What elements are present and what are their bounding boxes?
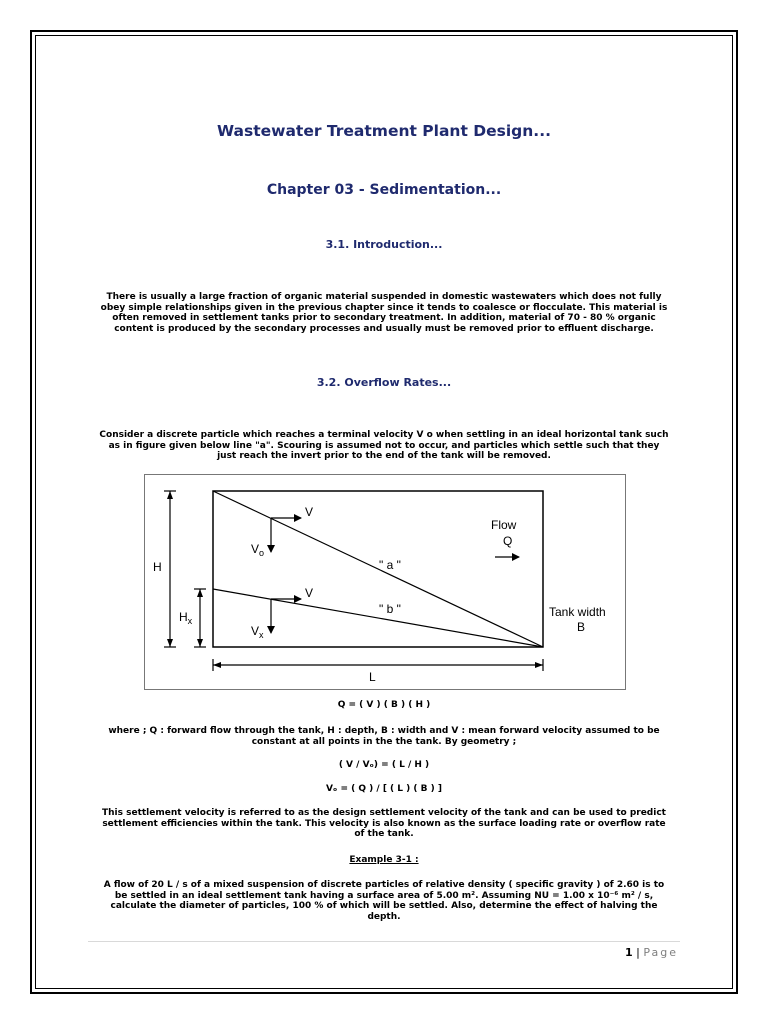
equation-flow: Q = ( V ) ( B ) ( H ) <box>337 700 431 710</box>
example-heading <box>88 855 680 865</box>
label-flow: Flow <box>491 518 517 532</box>
label-tank-width: Tank width <box>549 605 606 619</box>
sedimentation-tank-diagram <box>144 474 626 690</box>
settlement-paragraph <box>88 808 680 840</box>
settlement-line: settlement efficiencies within the tank. This velocity is also known as the surface loading rate or overflow rate <box>102 818 666 829</box>
example-line: be settled in an ideal settlement tank having a surface area of 5.00 m². Assuming NU = 1.00 x 10⁻⁶ m² / s, <box>114 890 654 901</box>
equation-ratio: ( V / Vₒ) = ( L / H ) <box>338 760 430 770</box>
length-arrow-right-icon <box>535 662 543 668</box>
label-B: B <box>577 620 586 634</box>
intro-line: content is produced by the secondary processes and usually must be removed prior to effluent discharge. <box>114 323 654 334</box>
label-H: H <box>153 560 162 574</box>
hx-arrow-up-icon <box>197 589 203 597</box>
label-Vx: $V_x$ <box>251 624 264 640</box>
where-paragraph <box>88 726 680 747</box>
page-number: 1 <box>625 946 633 959</box>
length-arrow-left-icon <box>213 662 221 668</box>
footer-divider <box>88 941 680 942</box>
intro-heading: 3.1. Introduction... <box>325 238 443 251</box>
example-line: depth. <box>367 911 401 922</box>
hx-arrow-down-icon <box>197 639 203 647</box>
example-heading-text: Example 3-1 : <box>349 855 419 865</box>
equation-settling-velocity: Vₒ = ( Q ) / [ ( L ) ( B ) ] <box>325 784 443 794</box>
settlement-line: This settlement velocity is referred to as the design settlement velocity of the tank and can be used to predict <box>102 808 666 818</box>
overflow-line: Consider a discrete particle which reaches a terminal velocity V o when settling in an ideal horizontal tank such <box>99 430 669 440</box>
intro-line: There is usually a large fraction of organic material suspended in domestic wastewaters which does not fully <box>106 292 662 302</box>
page-label: Page <box>643 946 678 959</box>
overflow-paragraph <box>88 430 680 462</box>
where-line: where ; Q : forward flow through the tank, H : depth, B : width and V : mean forward velocity assumed to be <box>108 726 660 736</box>
intro-line: often removed in settlement tanks prior to secondary treatment. In addition, material of 70 - 80 % organic <box>112 313 656 323</box>
overflow-heading: 3.2. Overflow Rates... <box>316 376 452 389</box>
settlement-line: of the tank. <box>354 829 414 839</box>
example-line: A flow of 20 L / s of a mixed suspension of discrete particles of relative density ( specific gravity ) of 2.60 is to <box>103 880 665 890</box>
tank-diagram-svg <box>145 475 627 691</box>
footer-separator: | <box>632 946 644 959</box>
label-Hx: $H_x$ <box>179 610 193 626</box>
label-line-b: " b " <box>379 602 401 616</box>
height-arrow-up-icon <box>167 491 173 499</box>
where-line: constant at all points in the the tank. By geometry ; <box>251 736 517 747</box>
overflow-line: as in figure given below line "a". Scouring is assumed not to occur, and particles which settle such that they <box>108 440 660 451</box>
label-Q: Q <box>503 534 513 548</box>
chapter-title: Chapter 03 - Sedimentation... <box>266 182 502 198</box>
page-footer <box>625 946 678 959</box>
document-title: Wastewater Treatment Plant Design... <box>217 122 551 140</box>
label-V-lower: V <box>305 586 314 600</box>
label-L: L <box>369 670 376 684</box>
label-V-upper: V <box>305 505 314 519</box>
label-Vo: $V_o$ <box>251 542 265 558</box>
intro-paragraph <box>88 292 680 334</box>
label-line-a: " a " <box>379 558 401 572</box>
example-paragraph <box>88 880 680 922</box>
example-line: calculate the diameter of particles, 100 % of which will be settled. Also, determine the effect of halving the <box>110 901 658 911</box>
overflow-line: just reach the invert prior to the end of the tank will be removed. <box>217 451 551 461</box>
trajectory-line-a <box>213 491 543 647</box>
height-arrow-down-icon <box>167 639 173 647</box>
intro-line: obey simple relationships given in the previous chapter since it tends to coalesce or flocculate. This material is <box>100 302 668 313</box>
